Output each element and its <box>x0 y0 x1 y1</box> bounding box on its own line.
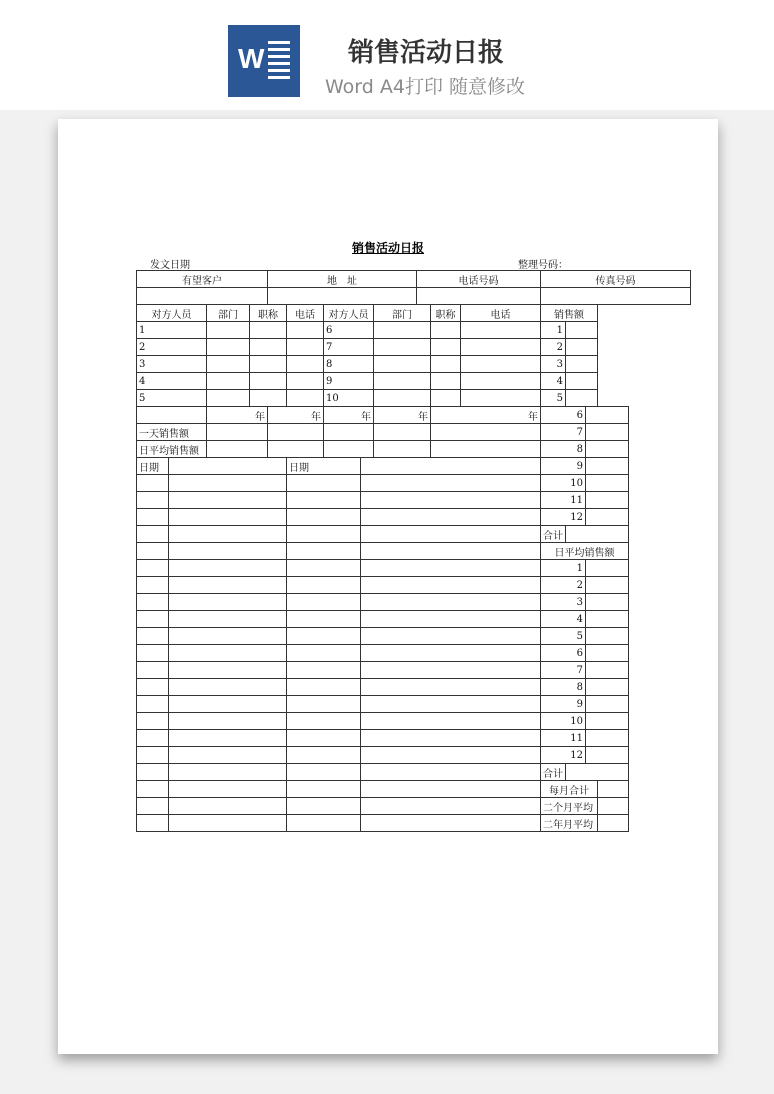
avg-number: 7 <box>541 662 586 679</box>
sales-number: 7 <box>541 424 586 441</box>
table-cell <box>431 339 461 356</box>
table-cell <box>137 543 169 560</box>
dept-label: 部门 <box>374 305 431 322</box>
table-cell <box>566 764 629 781</box>
table-cell <box>566 373 598 390</box>
table-cell <box>361 815 541 832</box>
table-row <box>137 815 691 832</box>
table-row <box>137 560 691 577</box>
table-row <box>137 373 691 390</box>
table-row <box>137 713 691 730</box>
sales-label: 销售额 <box>541 305 598 322</box>
table-row <box>137 271 691 288</box>
year-label: 年 <box>207 407 268 424</box>
table-row <box>137 475 691 492</box>
table-cell <box>586 577 629 594</box>
customer-label: 有望客户 <box>137 271 268 288</box>
table-cell <box>207 441 268 458</box>
table-cell <box>361 628 541 645</box>
report-table <box>136 270 691 832</box>
table-cell <box>137 679 169 696</box>
table-row <box>137 798 691 815</box>
issue-date-label: 发文日期 <box>150 260 190 271</box>
table-cell <box>137 611 169 628</box>
table-row <box>137 696 691 713</box>
table-cell <box>169 560 287 577</box>
two-month-avg-label: 二个月平均 <box>541 798 598 815</box>
sales-number: 2 <box>541 339 566 356</box>
avg-number: 9 <box>541 696 586 713</box>
table-cell <box>361 458 541 475</box>
table-cell <box>361 645 541 662</box>
phone-label: 电话号码 <box>417 271 541 288</box>
table-cell <box>361 781 541 798</box>
table-cell <box>431 373 461 390</box>
table-cell <box>586 628 629 645</box>
table-cell <box>287 339 324 356</box>
table-row <box>137 594 691 611</box>
sales-number: 10 <box>541 475 586 492</box>
avg-number: 2 <box>541 577 586 594</box>
total-label: 合计 <box>541 764 566 781</box>
table-cell <box>586 747 629 764</box>
table-row <box>137 288 691 305</box>
table-cell <box>169 458 287 475</box>
table-cell <box>287 781 361 798</box>
row-number: 6 <box>324 322 374 339</box>
two-year-month-avg-label: 二年月平均 <box>541 815 598 832</box>
table-cell <box>137 730 169 747</box>
table-cell <box>287 730 361 747</box>
avg-number: 8 <box>541 679 586 696</box>
banner <box>0 0 774 110</box>
table-cell <box>361 526 541 543</box>
table-cell <box>169 577 287 594</box>
table-cell <box>287 611 361 628</box>
table-cell <box>361 594 541 611</box>
avg-number: 6 <box>541 645 586 662</box>
table-row <box>137 492 691 509</box>
table-cell <box>586 645 629 662</box>
table-cell <box>137 781 169 798</box>
table-cell <box>586 594 629 611</box>
table-row <box>137 679 691 696</box>
avg-number: 3 <box>541 594 586 611</box>
table-cell <box>461 390 541 407</box>
avg-number: 4 <box>541 611 586 628</box>
table-cell <box>250 373 287 390</box>
table-row <box>137 764 691 781</box>
table-cell <box>586 713 629 730</box>
table-row <box>137 424 691 441</box>
sales-number: 1 <box>541 322 566 339</box>
table-cell <box>169 628 287 645</box>
table-cell <box>287 713 361 730</box>
table-cell <box>137 645 169 662</box>
sales-number: 4 <box>541 373 566 390</box>
table-cell <box>361 475 541 492</box>
title-label: 职称 <box>250 305 287 322</box>
table-cell <box>361 577 541 594</box>
year-label: 年 <box>268 407 324 424</box>
daily-avg-label: 日平均销售额 <box>137 441 207 458</box>
table-cell <box>287 390 324 407</box>
table-cell <box>586 458 629 475</box>
table-cell <box>287 628 361 645</box>
table-cell <box>169 492 287 509</box>
row-number: 4 <box>137 373 207 390</box>
sales-number: 6 <box>541 407 586 424</box>
table-cell <box>598 798 629 815</box>
table-cell <box>169 798 287 815</box>
table-cell <box>566 390 598 407</box>
table-cell <box>361 696 541 713</box>
table-row <box>137 577 691 594</box>
table-row <box>137 356 691 373</box>
avg-number: 11 <box>541 730 586 747</box>
banner-subtitle: Word A4打印 随意修改 <box>325 76 526 98</box>
table-cell <box>361 662 541 679</box>
table-row <box>137 407 691 424</box>
avg-number: 10 <box>541 713 586 730</box>
table-cell <box>287 373 324 390</box>
table-cell <box>169 747 287 764</box>
table-cell <box>586 662 629 679</box>
table-cell <box>566 526 629 543</box>
table-cell <box>586 492 629 509</box>
row-number: 10 <box>324 390 374 407</box>
table-cell <box>374 339 431 356</box>
table-cell <box>250 322 287 339</box>
day-sales-label: 一天销售额 <box>137 424 207 441</box>
table-cell <box>169 781 287 798</box>
table-cell <box>169 475 287 492</box>
table-cell <box>287 798 361 815</box>
table-cell <box>137 798 169 815</box>
table-cell <box>586 424 629 441</box>
table-cell <box>361 679 541 696</box>
table-cell <box>461 356 541 373</box>
table-cell <box>137 696 169 713</box>
table-cell <box>586 509 629 526</box>
table-cell <box>586 407 629 424</box>
table-cell <box>287 764 361 781</box>
table-cell <box>250 390 287 407</box>
table-cell <box>137 747 169 764</box>
row-number: 8 <box>324 356 374 373</box>
sales-number: 12 <box>541 509 586 526</box>
table-cell <box>287 475 361 492</box>
table-row <box>137 730 691 747</box>
table-cell <box>361 543 541 560</box>
sales-number: 11 <box>541 492 586 509</box>
table-cell <box>207 424 268 441</box>
fax-label: 传真号码 <box>541 271 691 288</box>
year-label: 年 <box>324 407 374 424</box>
table-row <box>137 628 691 645</box>
row-number: 5 <box>137 390 207 407</box>
table-cell <box>287 322 324 339</box>
date-label: 日期 <box>287 458 361 475</box>
table-cell <box>361 509 541 526</box>
table-cell <box>417 288 541 305</box>
table-row <box>137 662 691 679</box>
contact-label: 对方人员 <box>137 305 207 322</box>
table-cell <box>207 373 250 390</box>
table-cell <box>361 730 541 747</box>
address-label: 地 址 <box>268 271 417 288</box>
table-cell <box>207 322 250 339</box>
table-cell <box>431 441 541 458</box>
table-cell <box>374 356 431 373</box>
title-label: 职称 <box>431 305 461 322</box>
table-cell <box>566 356 598 373</box>
table-cell <box>268 288 417 305</box>
sales-number: 8 <box>541 441 586 458</box>
table-cell <box>137 509 169 526</box>
table-cell <box>169 594 287 611</box>
table-cell <box>361 713 541 730</box>
table-cell <box>169 662 287 679</box>
table-row <box>137 458 691 475</box>
table-row <box>137 322 691 339</box>
table-cell <box>374 373 431 390</box>
tel-label: 电话 <box>461 305 541 322</box>
table-row <box>137 441 691 458</box>
table-row <box>137 543 691 560</box>
table-cell <box>169 696 287 713</box>
table-cell <box>137 560 169 577</box>
table-cell <box>361 764 541 781</box>
document-page <box>58 119 718 1054</box>
table-cell <box>566 322 598 339</box>
table-cell <box>169 509 287 526</box>
table-row <box>137 339 691 356</box>
row-number: 2 <box>137 339 207 356</box>
table-cell <box>586 679 629 696</box>
banner-title: 销售活动日报 <box>348 38 505 68</box>
table-cell <box>361 560 541 577</box>
sales-number: 5 <box>541 390 566 407</box>
table-row <box>137 645 691 662</box>
row-number: 1 <box>137 322 207 339</box>
contact-label: 对方人员 <box>324 305 374 322</box>
document-title: 销售活动日报 <box>351 241 424 255</box>
table-cell <box>287 645 361 662</box>
table-cell <box>137 628 169 645</box>
table-cell <box>169 611 287 628</box>
year-label: 年 <box>431 407 541 424</box>
table-cell <box>137 577 169 594</box>
table-cell <box>431 322 461 339</box>
table-cell <box>361 611 541 628</box>
table-cell <box>586 475 629 492</box>
dept-label: 部门 <box>207 305 250 322</box>
table-cell <box>287 662 361 679</box>
table-cell <box>287 492 361 509</box>
table-cell <box>431 424 541 441</box>
row-number: 9 <box>324 373 374 390</box>
table-cell <box>324 424 374 441</box>
table-cell <box>137 475 169 492</box>
table-cell <box>207 356 250 373</box>
table-cell <box>361 798 541 815</box>
table-cell <box>137 662 169 679</box>
sales-number: 3 <box>541 356 566 373</box>
table-cell <box>250 356 287 373</box>
ref-no-label: 整理号码： <box>518 260 568 271</box>
row-number: 3 <box>137 356 207 373</box>
table-cell <box>586 611 629 628</box>
table-cell <box>287 560 361 577</box>
tel-label: 电话 <box>287 305 324 322</box>
table-cell <box>374 322 431 339</box>
table-cell <box>137 288 268 305</box>
table-cell <box>287 577 361 594</box>
table-row <box>137 509 691 526</box>
table-cell <box>169 730 287 747</box>
monthly-total-label: 每月合计 <box>541 781 598 798</box>
table-cell <box>598 815 629 832</box>
table-cell <box>169 815 287 832</box>
table-cell <box>287 526 361 543</box>
avg-number: 1 <box>541 560 586 577</box>
sales-number: 9 <box>541 458 586 475</box>
table-cell <box>287 509 361 526</box>
table-cell <box>169 645 287 662</box>
table-cell <box>287 747 361 764</box>
table-row <box>137 305 691 322</box>
table-cell <box>207 390 250 407</box>
table-cell <box>169 526 287 543</box>
total-label: 合计 <box>541 526 566 543</box>
table-row <box>137 781 691 798</box>
avg-number: 5 <box>541 628 586 645</box>
table-cell <box>137 815 169 832</box>
table-cell <box>137 713 169 730</box>
table-cell <box>169 713 287 730</box>
table-cell <box>361 747 541 764</box>
table-cell <box>169 679 287 696</box>
word-icon: W <box>228 25 300 97</box>
table-cell <box>137 407 207 424</box>
table-cell <box>461 322 541 339</box>
table-cell <box>374 441 431 458</box>
table-cell <box>431 356 461 373</box>
table-cell <box>169 764 287 781</box>
table-cell <box>137 764 169 781</box>
table-row <box>137 611 691 628</box>
table-cell <box>287 356 324 373</box>
table-cell <box>250 339 287 356</box>
table-cell <box>137 594 169 611</box>
table-cell <box>374 424 431 441</box>
table-cell <box>287 815 361 832</box>
table-cell <box>207 339 250 356</box>
avg-number: 12 <box>541 747 586 764</box>
table-cell <box>287 594 361 611</box>
table-cell <box>566 339 598 356</box>
table-cell <box>374 390 431 407</box>
table-cell <box>586 560 629 577</box>
table-cell <box>287 696 361 713</box>
table-cell <box>586 441 629 458</box>
table-cell <box>461 339 541 356</box>
table-cell <box>169 543 287 560</box>
table-cell <box>137 526 169 543</box>
year-label: 年 <box>374 407 431 424</box>
table-cell <box>586 696 629 713</box>
table-row <box>137 526 691 543</box>
table-cell <box>137 492 169 509</box>
daily-avg-section-label: 日平均销售额 <box>541 543 629 560</box>
table-cell <box>324 441 374 458</box>
table-cell <box>461 373 541 390</box>
table-cell <box>287 543 361 560</box>
table-cell <box>598 781 629 798</box>
table-cell <box>431 390 461 407</box>
table-cell <box>268 441 324 458</box>
table-row <box>137 390 691 407</box>
date-label: 日期 <box>137 458 169 475</box>
table-row <box>137 747 691 764</box>
table-cell <box>287 679 361 696</box>
table-cell <box>361 492 541 509</box>
row-number: 7 <box>324 339 374 356</box>
table-cell <box>541 288 691 305</box>
table-cell <box>586 730 629 747</box>
table-cell <box>268 424 324 441</box>
